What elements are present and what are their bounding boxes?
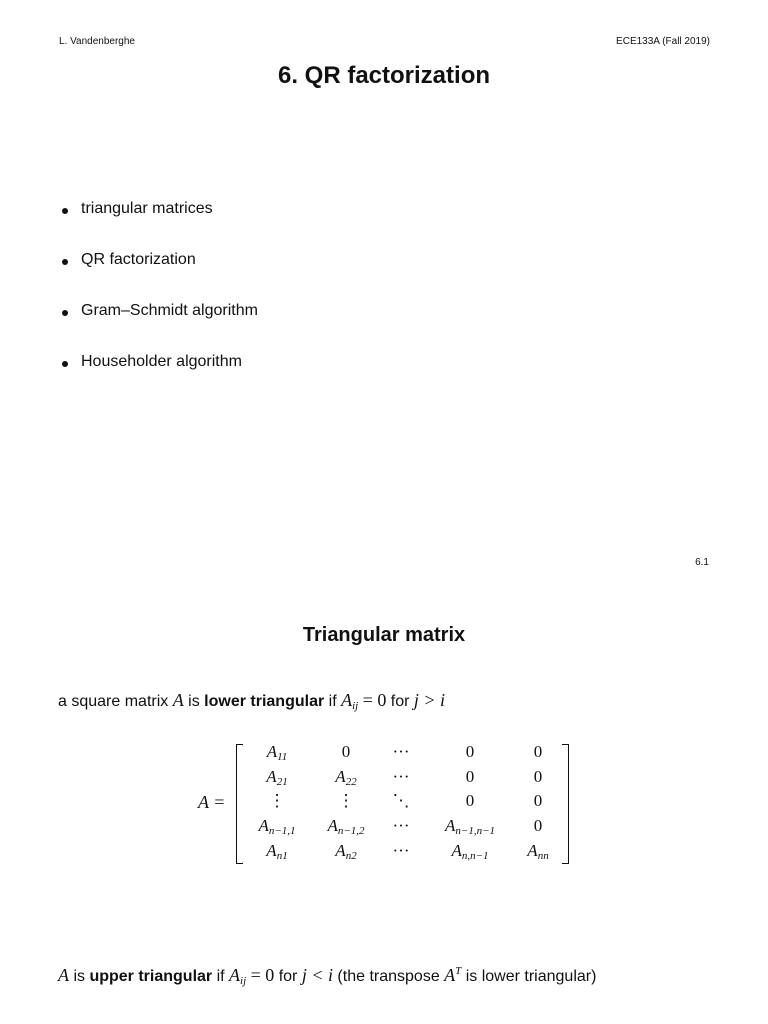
text-fragment: is lower triangular) <box>461 968 597 985</box>
page-number: 6.1 <box>695 557 709 568</box>
matrix-cell: ··· <box>392 742 410 761</box>
matrix-cell: 0 <box>533 816 543 835</box>
list-item-label: Householder algorithm <box>81 353 242 370</box>
text-fragment: is <box>183 693 205 710</box>
math-aij: $A_{ij}$ <box>341 690 359 712</box>
matrix-cell: 0 <box>465 791 475 810</box>
math-var: A <box>58 965 69 985</box>
list-item-label: QR factorization <box>81 251 196 268</box>
matrix-cell: 0 <box>533 742 543 761</box>
text-fragment: is <box>69 968 90 985</box>
matrix-cell: 0 <box>465 767 475 786</box>
outline-list <box>62 200 258 404</box>
matrix-cell: $A_{n2}$ <box>335 841 357 862</box>
text-fragment: if <box>212 968 230 985</box>
math-sup: T <box>455 965 462 977</box>
matrix-cell: ⋱ <box>392 791 410 810</box>
list-item-label: triangular matrices <box>81 200 213 217</box>
matrix-cell: $A_{11}$ <box>266 742 288 763</box>
lower-triangular-definition <box>58 690 445 712</box>
matrix-cell: $A_{n-1,n-1}$ <box>445 816 495 837</box>
math-transpose <box>444 965 461 985</box>
bullet-icon <box>62 361 68 367</box>
math-var: A <box>172 690 184 710</box>
matrix-cell: ··· <box>392 816 410 835</box>
page-title: 6. QR factorization <box>277 62 491 89</box>
matrix-cell: 0 <box>341 742 351 761</box>
matrix-cell: 0 <box>533 791 543 810</box>
matrix-cell: $A_{nn}$ <box>527 841 549 862</box>
matrix-cell: $A_{n1}$ <box>266 841 288 862</box>
header-course: ECE133A (Fall 2019) <box>616 36 710 47</box>
math-relation: j < i <box>301 965 333 985</box>
matrix-cell: 0 <box>533 767 543 786</box>
list-item <box>62 302 258 353</box>
bullet-icon <box>62 208 68 214</box>
term-bold: upper triangular <box>89 968 213 985</box>
text-fragment: (the transpose <box>332 968 445 985</box>
text-fragment: for <box>274 968 302 985</box>
matrix-cell: 0 <box>465 742 475 761</box>
text-fragment: if <box>324 693 342 710</box>
matrix-cell: $A_{n,n-1}$ <box>451 841 489 862</box>
list-item <box>62 251 258 302</box>
header-author: L. Vandenberghe <box>59 36 135 47</box>
list-item <box>62 200 258 251</box>
math-cond: = 0 <box>362 690 387 710</box>
math-aij: $A_{ij}$ <box>229 965 247 987</box>
matrix-cell: ⋮ <box>268 791 286 810</box>
math-lhs: A = <box>198 792 226 812</box>
matrix-cell: ··· <box>392 767 410 786</box>
matrix-cell: ⋮ <box>337 791 355 810</box>
matrix-cell: $A_{22}$ <box>335 767 357 788</box>
list-item <box>62 353 258 404</box>
matrix-lhs <box>198 792 225 813</box>
upper-triangular-definition <box>58 965 596 987</box>
math-relation: j > i <box>413 690 446 710</box>
matrix-cell: $A_{21}$ <box>266 767 288 788</box>
math-cond: = 0 <box>250 965 275 985</box>
term-bold: lower triangular <box>204 693 325 710</box>
text-fragment: for <box>386 693 414 710</box>
matrix-cell: $A_{n-1,2}$ <box>327 816 365 837</box>
section-title: Triangular matrix <box>302 624 466 646</box>
bullet-icon <box>62 310 68 316</box>
list-item-label: Gram–Schmidt algorithm <box>81 302 258 319</box>
math-var: A <box>444 965 456 985</box>
matrix-cell: ··· <box>392 841 410 860</box>
text-fragment: a square matrix <box>58 693 173 710</box>
matrix-cell: $A_{n-1,1}$ <box>258 816 296 837</box>
bullet-icon <box>62 259 68 265</box>
